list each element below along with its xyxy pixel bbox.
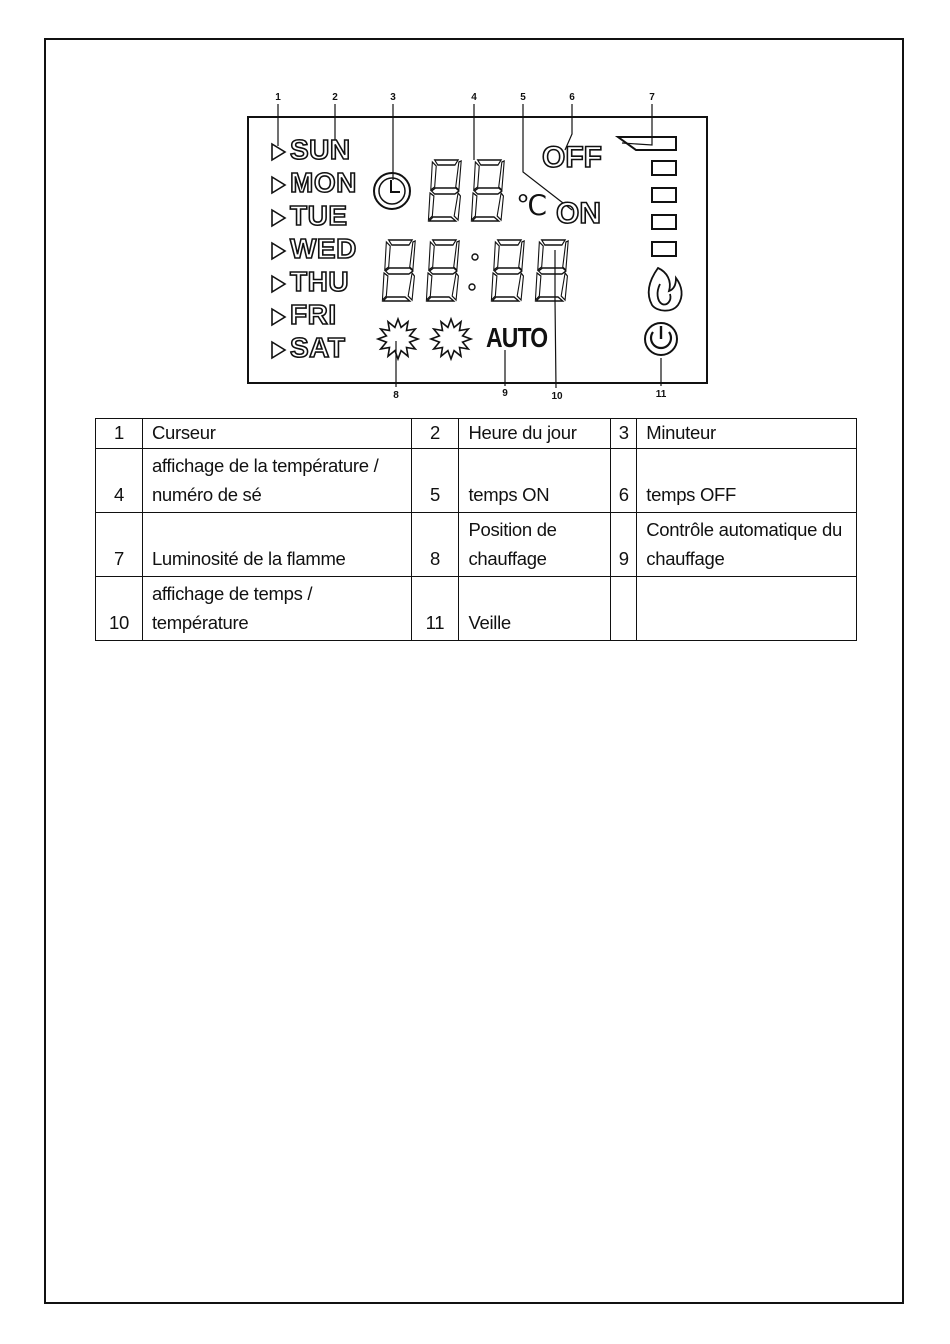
legend-description: Contrôle automatique du chauffage	[637, 513, 857, 577]
legend-description: affichage de temps / température	[142, 577, 411, 641]
flame-icon	[649, 268, 682, 311]
legend-row	[96, 577, 857, 641]
arrow-cursor-icon	[272, 243, 285, 259]
auto-indicator: AUTO	[486, 322, 548, 353]
day-wed: WED	[290, 233, 357, 264]
legend-description: affichage de la température / numéro de sé	[142, 449, 411, 513]
arrow-cursor-icon	[272, 144, 285, 358]
legend-description: Curseur	[142, 419, 411, 449]
legend-description: Veille	[459, 577, 611, 641]
arrow-cursor-icon	[272, 144, 285, 160]
callout-10: 10	[551, 391, 563, 402]
callout-2: 2	[332, 92, 338, 103]
legend-description: Minuteur	[637, 419, 857, 449]
legend-row	[96, 449, 857, 513]
on-indicator: ON	[556, 197, 601, 230]
time-digits	[382, 240, 568, 301]
legend-description: temps ON	[459, 449, 611, 513]
legend-number: 10	[96, 577, 143, 641]
arrow-cursor-icon	[272, 309, 285, 325]
lcd-drawing	[0, 0, 950, 420]
legend-row	[96, 419, 857, 449]
legend-number: 9	[611, 513, 637, 577]
legend-number: 5	[411, 449, 459, 513]
day-sun: SUN	[290, 134, 351, 165]
day-mon: MON	[290, 167, 357, 198]
temperature-digits	[428, 160, 504, 221]
day-sat: SAT	[290, 332, 346, 363]
sun-icon	[431, 319, 471, 359]
callout-8: 8	[393, 390, 399, 401]
brightness-bar-icon	[618, 137, 676, 256]
legend-table	[95, 418, 857, 641]
power-icon	[645, 323, 677, 355]
callout-4: 4	[471, 92, 477, 103]
legend-number	[611, 577, 637, 641]
legend-row	[96, 513, 857, 577]
legend-number: 1	[96, 419, 143, 449]
arrow-cursor-icon	[272, 342, 285, 358]
legend-description	[637, 577, 857, 641]
day-tue: TUE	[290, 200, 348, 231]
arrow-cursor-icon	[272, 276, 285, 292]
legend-number: 3	[611, 419, 637, 449]
lcd-display-figure	[0, 0, 950, 420]
callout-11: 11	[655, 389, 667, 400]
sun-icon	[378, 319, 418, 359]
callout-5: 5	[520, 92, 526, 103]
callout-7: 7	[649, 92, 655, 103]
callout-6: 6	[569, 92, 575, 103]
legend-number: 2	[411, 419, 459, 449]
sun-icon	[378, 319, 471, 359]
legend-number: 6	[611, 449, 637, 513]
clock-icon	[374, 173, 410, 209]
callout-9: 9	[502, 388, 508, 399]
callout-3: 3	[390, 92, 396, 103]
callout-1: 1	[275, 92, 281, 103]
legend-number: 11	[411, 577, 459, 641]
arrow-cursor-icon	[272, 210, 285, 226]
off-indicator: OFF	[542, 141, 602, 174]
day-fri: FRI	[290, 299, 337, 330]
legend-number: 8	[411, 513, 459, 577]
arrow-cursor-icon	[272, 177, 285, 193]
legend-number: 7	[96, 513, 143, 577]
day-thu: THU	[290, 266, 350, 297]
celsius-unit: ℃	[516, 190, 547, 221]
legend-description: Luminosité de la flamme	[142, 513, 411, 577]
legend-description: Heure du jour	[459, 419, 611, 449]
colon-dots	[469, 254, 478, 290]
legend-description: Position de chauffage	[459, 513, 611, 577]
legend-description: temps OFF	[637, 449, 857, 513]
legend-number: 4	[96, 449, 143, 513]
